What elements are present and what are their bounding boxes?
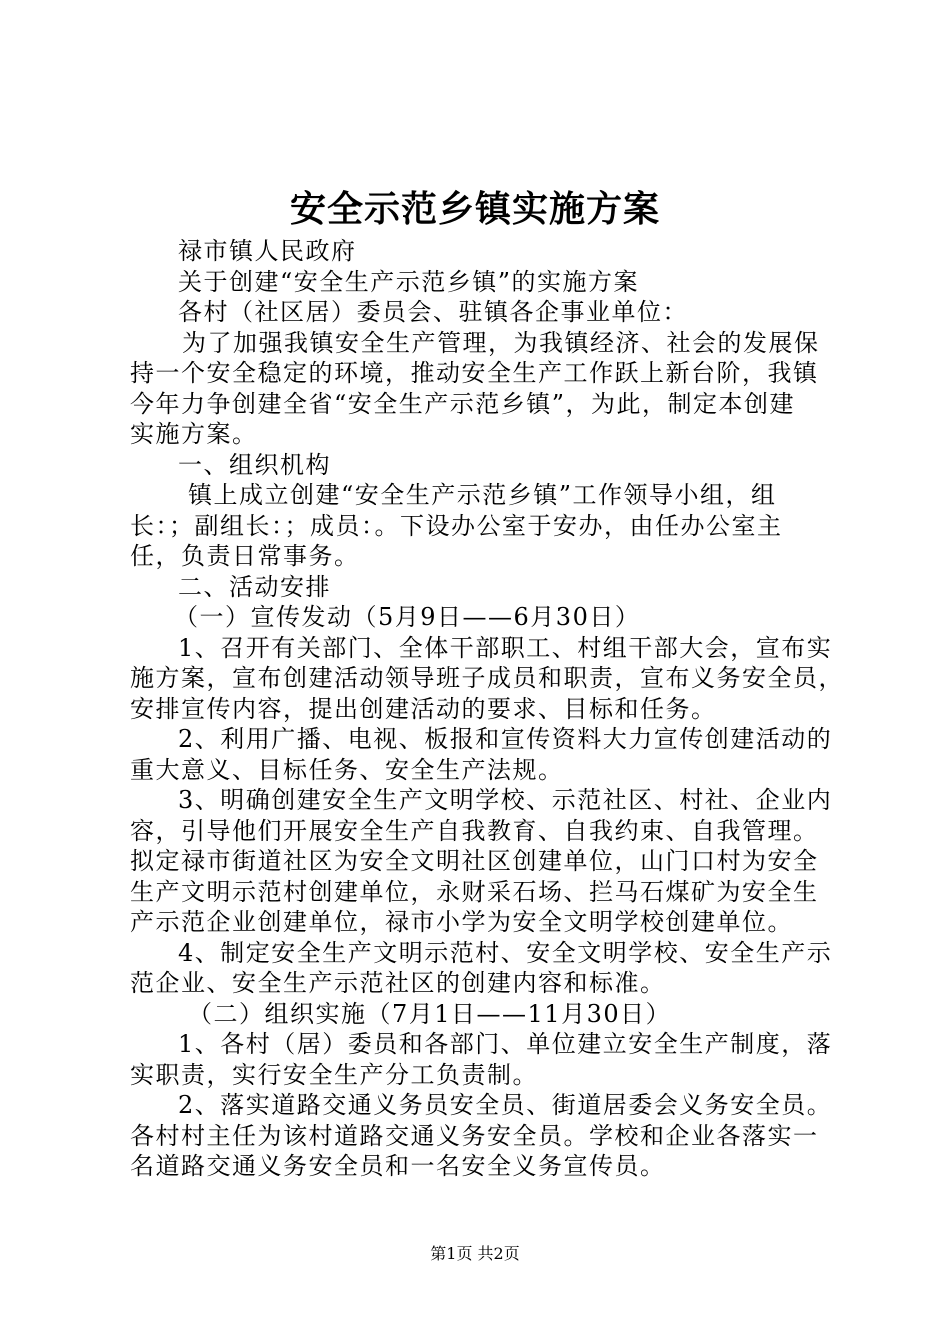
body-line: 容，引导他们开展安全生产自我教育、自我约束、自我管理。: [130, 816, 819, 845]
body-line: 4、制定安全生产文明示范村、安全文明学校、安全生产示: [178, 938, 833, 967]
body-line: 镇上成立创建“安全生产示范乡镇”工作领导小组，组: [188, 481, 777, 509]
body-line: 产示范企业创建单位，禄市小学为安全文明学校创建单位。: [130, 908, 793, 936]
subsection-heading: （二）组织实施（7月1日——11月30日）: [188, 999, 672, 1028]
body-line: 3、明确创建安全生产文明学校、示范社区、村社、企业内: [178, 786, 833, 814]
body-line: 1、各村（居）委员和各部门、单位建立安全生产制度，落: [178, 1030, 833, 1058]
body-line: 各村村主任为该村道路交通义务安全员。学校和企业各落实一: [130, 1121, 819, 1150]
document-body: [130, 236, 844, 1182]
page-footer: 第1页 共2页: [430, 1244, 520, 1263]
body-line: 拟定禄市街道社区为安全文明社区创建单位，山门口村为安全: [130, 847, 819, 875]
body-line: 实职责，实行安全生产分工负责制。: [130, 1060, 538, 1089]
section-heading: 一、组织机构: [178, 450, 331, 479]
body-line: 2、落实道路交通义务员安全员、街道居委会义务安全员。: [178, 1091, 833, 1119]
body-line: 2、利用广播、电视、板报和宣传资料大力宣传创建活动的: [178, 725, 833, 753]
body-line: 重大意义、目标任务、安全生产法规。: [130, 755, 564, 784]
subject-line: 关于创建“安全生产示范乡镇”的实施方案: [178, 267, 640, 296]
body-line: 为了加强我镇安全生产管理，为我镇经济、社会的发展保: [182, 328, 820, 357]
body-line: 1、召开有关部门、全体干部职工、村组干部大会，宣布实: [178, 633, 833, 662]
body-line: 任，负责日常事务。: [130, 542, 360, 570]
body-line: 今年力争创建全省“安全生产示范乡镇”，为此，制定本创建: [130, 389, 796, 418]
subsection-heading: （一）宣传发动（5月9日——6月30日）: [174, 603, 641, 631]
body-line: 范企业、安全生产示范社区的创建内容和标准。: [130, 969, 666, 997]
body-line: 长：；副组长：；成员：。下设办公室于安办，由任办公室主: [130, 511, 783, 540]
body-line: 实施方案。: [130, 420, 258, 448]
body-line: 安排宣传内容，提出创建活动的要求、目标和任务。: [130, 694, 717, 723]
body-line: 名道路交通义务安全员和一名安全义务宣传员。: [130, 1152, 666, 1180]
document-title: 安全示范乡镇实施方案: [289, 188, 660, 230]
issuer-line: 禄市镇人民政府: [178, 237, 357, 265]
body-line: 施方案，宣布创建活动领导班子成员和职责，宣布义务安全员，: [130, 664, 844, 692]
body-line: 生产文明示范村创建单位，永财采石场、拦马石煤矿为安全生: [130, 877, 819, 906]
section-heading: 二、活动安排: [178, 572, 331, 601]
body-line: 持一个安全稳定的环境，推动安全生产工作跃上新台阶，我镇: [130, 359, 819, 387]
addressee-line: 各村（社区居）委员会、驻镇各企事业单位：: [178, 298, 688, 326]
